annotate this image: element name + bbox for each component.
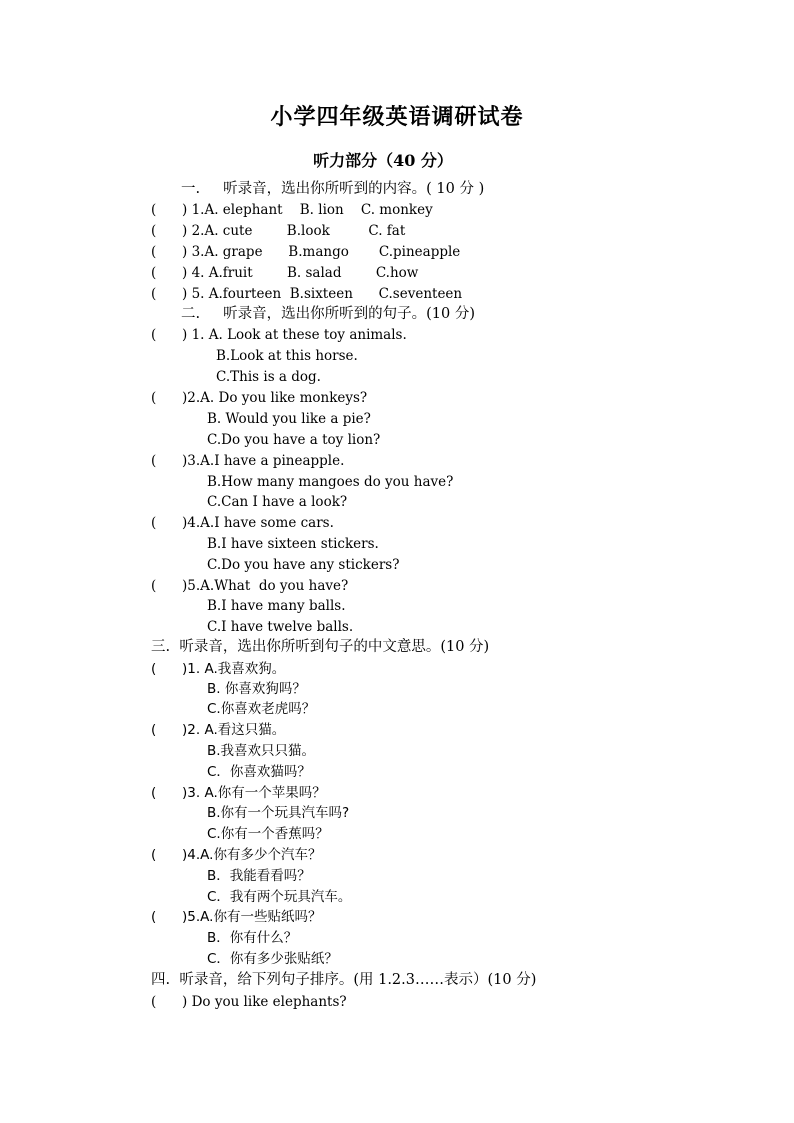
question-line: ( ) 3.A. grape B.mango C.pineapple xyxy=(151,244,461,260)
option-line: B.我喜欢只只猫。 xyxy=(207,743,316,759)
section-heading: 二. 听录音，选出你所听到的句子。(10 分) xyxy=(181,306,476,322)
option-line: C.你有一个香蕉吗？ xyxy=(207,826,329,842)
question-line: ( ) Do you like elephants? xyxy=(151,994,347,1010)
question-line: ( ) 4. A.fruit B. salad C.how xyxy=(151,265,419,281)
question-line: ( )5.A.你有一些贴纸吗？ xyxy=(151,909,322,925)
page-title: 小学四年级英语调研试卷 xyxy=(270,104,524,130)
page-subtitle: 听力部分（40 分） xyxy=(313,151,453,170)
option-line: C．我有两个玩具汽车。 xyxy=(207,889,352,905)
question-line: ( )1. A.我喜欢狗。 xyxy=(151,661,286,677)
question-line: ( ) 5. A.fourteen B.sixteen C.seventeen xyxy=(151,286,463,302)
option-line: B.你有一个玩具汽车吗? xyxy=(207,805,350,821)
section-heading: 一. 听录音，选出你所听到的内容。( 10 分 ) xyxy=(181,181,485,197)
option-line: B．我能看看吗？ xyxy=(207,868,311,884)
option-line: B．你有什么？ xyxy=(207,930,298,946)
question-line: ( )3. A.你有一个苹果吗？ xyxy=(151,785,326,801)
option-line: C．你喜欢猫吗？ xyxy=(207,764,311,780)
option-line: C.Can I have a look? xyxy=(207,494,348,510)
question-line: ( )4.A.I have some cars. xyxy=(151,515,334,531)
option-line: B. Would you like a pie? xyxy=(207,411,371,427)
question-line: ( ) 1.A. elephant B. lion C. monkey xyxy=(151,202,433,218)
option-line: C.I have twelve balls. xyxy=(207,619,354,635)
option-line: B.How many mangoes do you have? xyxy=(207,474,454,490)
option-line: B. 你喜欢狗吗？ xyxy=(207,681,306,697)
option-line: C.This is a dog. xyxy=(216,369,321,385)
question-line: ( )5.A.What do you have? xyxy=(151,578,349,594)
option-line: C.Do you have a toy lion? xyxy=(207,432,381,448)
option-line: C．你有多少张贴纸？ xyxy=(207,951,338,967)
question-line: ( ) 1. A. Look at these toy animals. xyxy=(151,327,407,343)
question-line: ( )2. A.看这只猫。 xyxy=(151,722,286,738)
option-line: B.Look at this horse. xyxy=(216,348,358,364)
option-line: B.I have sixteen stickers. xyxy=(207,536,379,552)
question-line: ( )4.A.你有多少个汽车？ xyxy=(151,847,322,863)
option-line: C.你喜欢老虎吗？ xyxy=(207,701,316,717)
section-heading: 三. 听录音，选出你所听到句子的中文意思。(10 分) xyxy=(151,639,490,655)
question-line: ( )3.A.I have a pineapple. xyxy=(151,453,345,469)
question-line: ( )2.A. Do you like monkeys? xyxy=(151,390,368,406)
question-line: ( ) 2.A. cute B.look C. fat xyxy=(151,223,406,239)
option-line: B.I have many balls. xyxy=(207,598,346,614)
section-heading: 四. 听录音，给下列句子排序。(用 1.2.3……表示）(10 分) xyxy=(151,972,537,988)
option-line: C.Do you have any stickers? xyxy=(207,557,400,573)
